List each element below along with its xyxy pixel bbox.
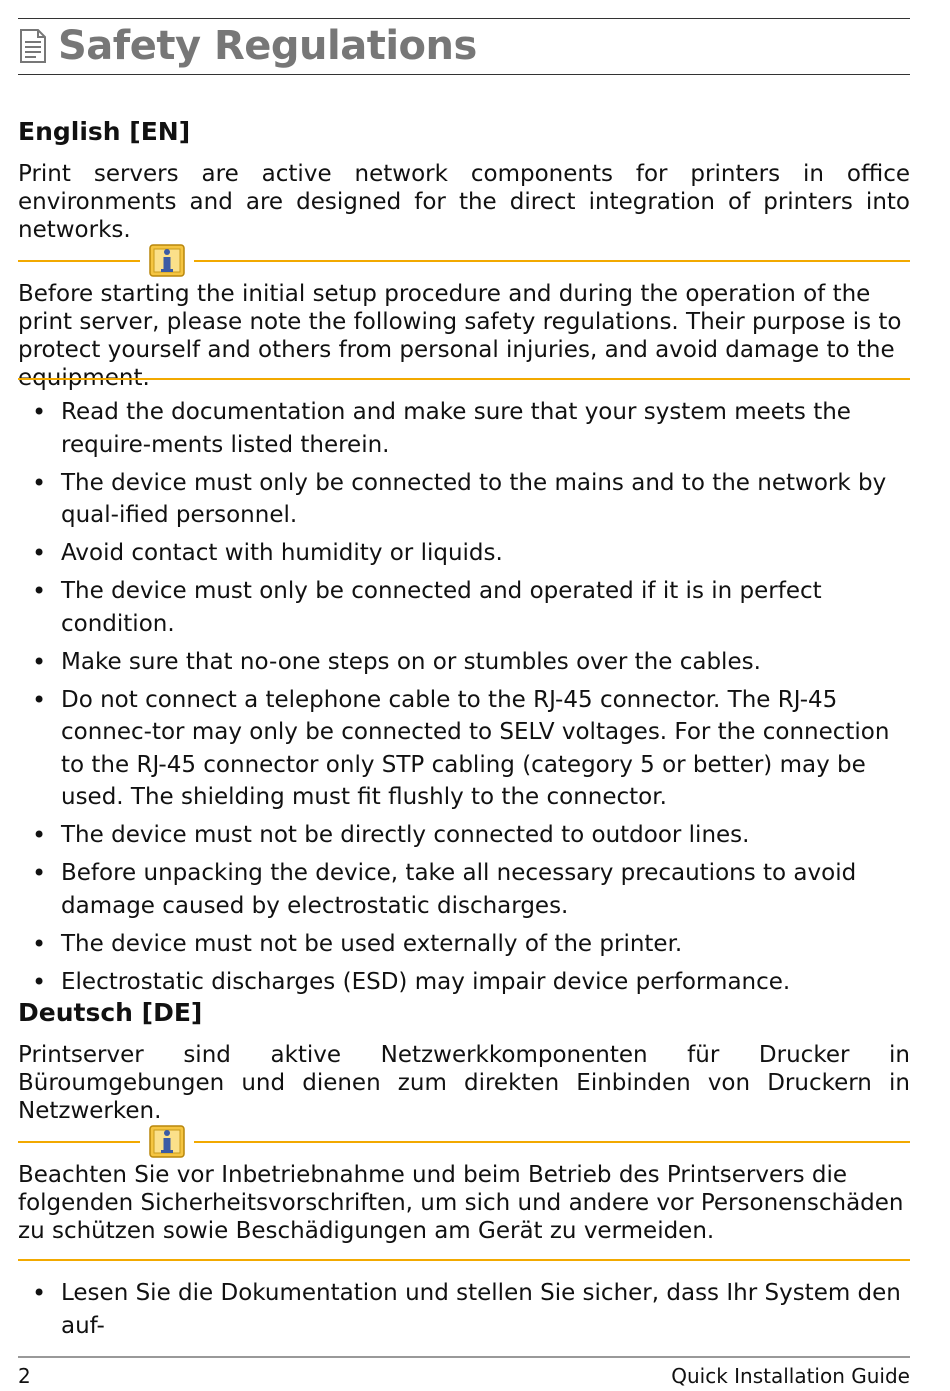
info-icon: [148, 242, 186, 278]
info-icon: [148, 1123, 186, 1159]
list-item: • Before unpacking the device, take all necessary precautions to avoid damage caused by electrostatic discharges.: [18, 857, 910, 922]
list-item: • Read the documentation and make sure that your system meets the require-ments listed therein.: [18, 396, 910, 461]
english-info-rule: [18, 242, 910, 278]
page-number: 2: [18, 1364, 31, 1388]
page-title: Safety Regulations: [58, 23, 477, 69]
page-title-row: [18, 20, 477, 72]
list-item: • The device must not be directly connected to outdoor lines.: [18, 819, 910, 852]
document-icon: [18, 28, 48, 64]
list-item: • Do not connect a telephone cable to the RJ-45 connector. The RJ-45 connec-tor may only be connected to SELV voltages. For the connection to the RJ-45 connector only STP cabling (category 5 or better) may be used. The shielding must fit flushly to the connector.: [18, 684, 910, 814]
deutsch-info-rule: [18, 1123, 910, 1159]
english-note: Before starting the initial setup procedure and during the operation of the print server, please note the following safety regulations. Their purpose is to protect yourself and others from personal injuries, and avoid damage to the equipment.: [18, 281, 902, 391]
list-item: • The device must not be used externally of the printer.: [18, 928, 910, 961]
deutsch-note: Beachten Sie vor Inbetriebnahme und beim Betrieb des Printservers die folgenden Sicherheitsvorschriften, um sich und andere vor Personenschäden zu schützen sowie Beschädigungen am Gerät zu vermeiden.: [18, 1162, 904, 1244]
list-item: • Avoid contact with humidity or liquids.: [18, 537, 910, 570]
title-rule-bottom: [18, 74, 910, 75]
english-bullet-list: [18, 396, 910, 1004]
list-item: • Electrostatic discharges (ESD) may impair device performance.: [18, 966, 910, 999]
guide-title: Quick Installation Guide: [671, 1364, 910, 1388]
list-item: • Lesen Sie die Dokumentation und stellen Sie sicher, dass Ihr System den auf-: [18, 1277, 910, 1342]
list-item: • The device must only be connected to the mains and to the network by qual-ified personnel.: [18, 467, 910, 532]
deutsch-bullet-list: [18, 1277, 910, 1348]
title-rule-top: [18, 18, 910, 19]
english-note-end-rule: [18, 378, 910, 380]
deutsch-intro: Printserver sind aktive Netzwerkkomponenten für Drucker in Büroumgebungen und dienen zum direkten Einbinden von Druckern in Netzwerken.: [18, 1042, 910, 1124]
list-item: • Make sure that no-one steps on or stumbles over the cables.: [18, 646, 910, 679]
list-item: • The device must only be connected and operated if it is in perfect condition.: [18, 575, 910, 640]
deutsch-note-end-rule: [18, 1259, 910, 1261]
english-intro: Print servers are active network components for printers in office environments and are designed for the direct integration of printers into networks.: [18, 161, 910, 243]
section-heading-english: English [EN]: [18, 117, 191, 146]
section-heading-deutsch: Deutsch [DE]: [18, 998, 203, 1027]
footer-rule: [18, 1356, 910, 1358]
